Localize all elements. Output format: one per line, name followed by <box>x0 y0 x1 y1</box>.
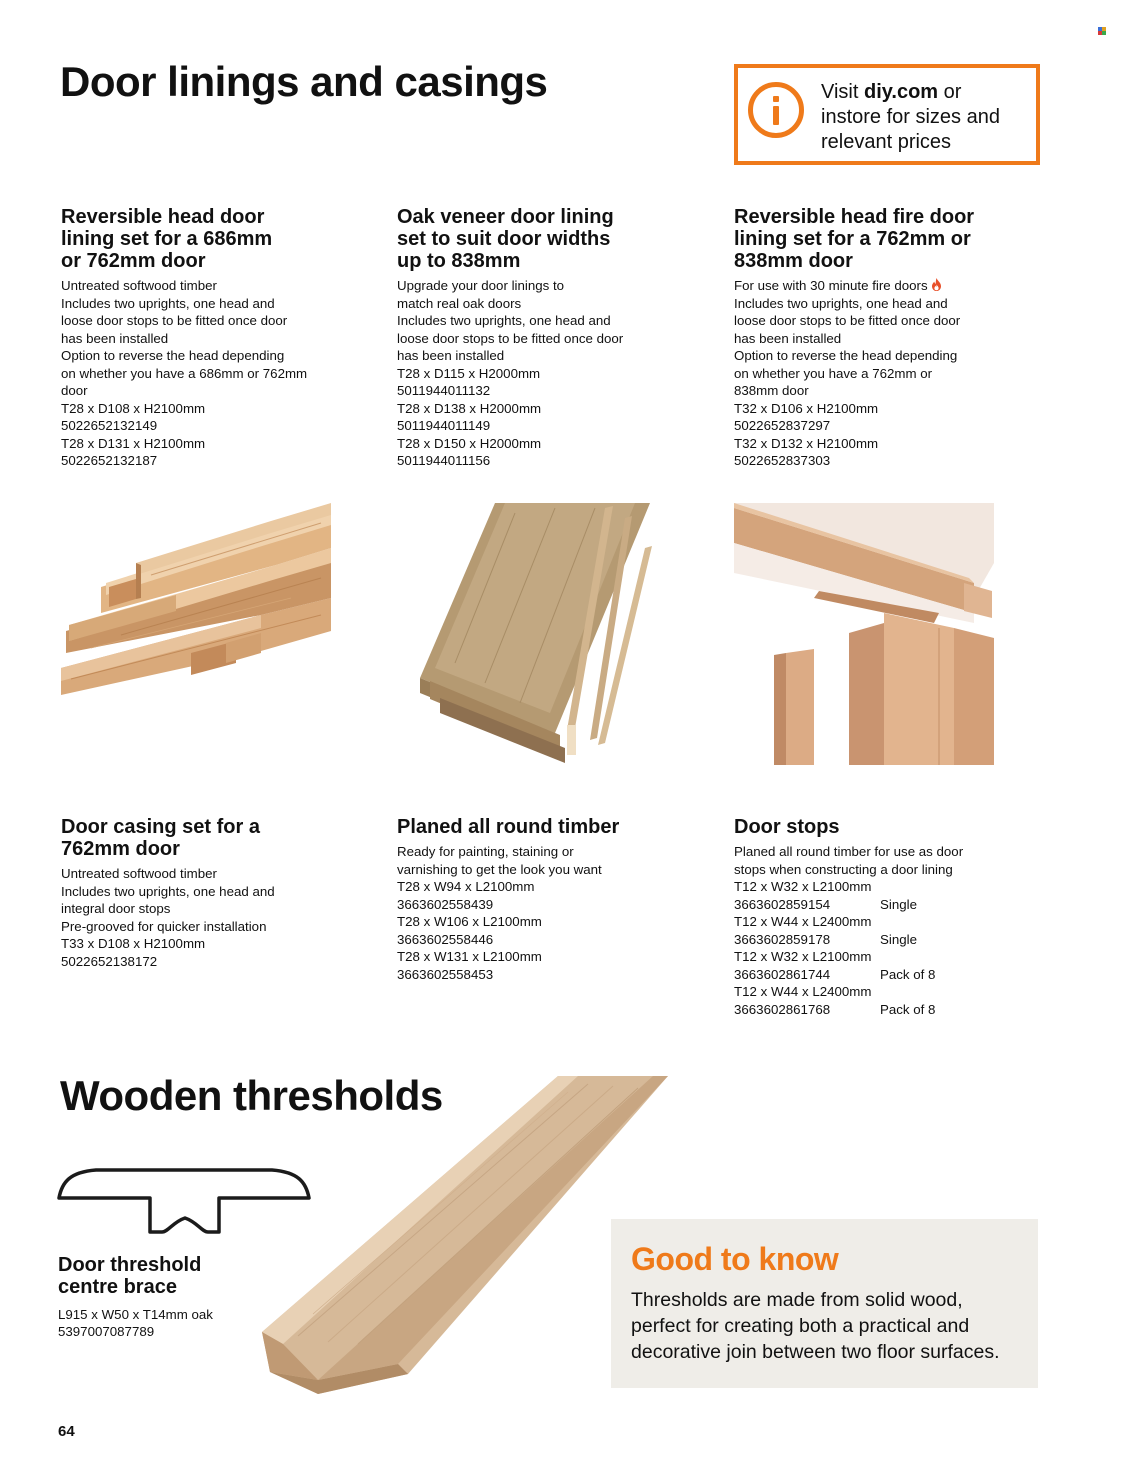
threshold-title: Door threshold centre brace <box>58 1254 202 1298</box>
softwood-lining-image <box>61 503 331 695</box>
product-title: Door stops <box>734 816 840 838</box>
product-reversible-head-lining <box>61 206 361 470</box>
info-box <box>734 64 1040 165</box>
product-door-casing-set <box>61 816 361 970</box>
info-icon <box>748 82 804 138</box>
page-number: 64 <box>58 1423 75 1440</box>
brand-mark-icon <box>1098 27 1106 35</box>
product-details: Planed all round timber for use as door stops when constructing a door lining T12 x W32 x L2100mm 3663602859154 Single T12 x W44 x L2400mm 3663602859178 Single T12 x W32 x L2100mm 3663602861744 Pack of 8 T12 x W44 x L2400mm 3663602861768 Pack of 8 <box>734 843 1034 1018</box>
good-to-know-box <box>611 1219 1038 1388</box>
product-title: Planed all round timber <box>397 816 620 838</box>
product-details: For use with 30 minute fire doors Includes two uprights, one head and loose door stops to be fitted once door has been installed Option to reverse the head depending on whether you have a 762mm or 838mm door T32 x D106 x H2100mm 5022652837297 T32 x D132 x H2100mm 5022652837303 <box>734 277 1034 470</box>
good-to-know-body: Thresholds are made from solid wood, perfect for creating both a practical and decorative join between two floor surfaces. <box>631 1289 1000 1363</box>
info-line3: relevant prices <box>821 131 952 153</box>
door-stop-option: 3663602859154 Single <box>734 896 917 912</box>
diy-link[interactable]: diy.com <box>863 81 939 103</box>
oak-veneer-image <box>415 503 655 765</box>
door-stop-option: 3663602861744 Pack of 8 <box>734 966 936 982</box>
fire-rating-line: For use with 30 minute fire doors <box>734 277 1034 295</box>
fire-door-lining-image <box>734 503 994 765</box>
product-title: Reversible head door lining set for a 686mm or 762mm door <box>61 206 273 272</box>
product-title: Oak veneer door lining set to suit door widths up to 838mm <box>397 206 614 272</box>
info-text <box>821 80 1036 155</box>
product-oak-veneer-lining <box>397 206 697 470</box>
product-title: Reversible head fire door lining set for a 762mm or 838mm door <box>734 206 975 272</box>
product-details: Untreated softwood timber Includes two uprights, one head and integral door stops Pre-grooved for quicker installation T33 x D108 x H2100mm 5022652138172 <box>61 866 275 969</box>
info-line2: instore for sizes and <box>821 106 1000 128</box>
threshold-details: L915 x W50 x T14mm oak 5397007087789 <box>58 1307 213 1339</box>
good-to-know-title: Good to know <box>631 1241 839 1277</box>
info-line1-prefix: Visit <box>821 81 864 103</box>
product-details: Untreated softwood timber Includes two uprights, one head and loose door stops to be fitted once door has been installed Option to reverse the head depending on whether you have a 686mm or 762mm door T28 x D108 x H2100mm 5022652132149 T28 x D131 x H2100mm 5022652132187 <box>61 278 308 468</box>
product-planed-timber <box>397 816 697 983</box>
info-line1-suffix: or <box>938 81 962 103</box>
door-stop-option: 3663602861768 Pack of 8 <box>734 1001 936 1017</box>
threshold-image <box>258 1074 670 1394</box>
page-title: Door linings and casings <box>60 58 548 105</box>
door-stop-option: 3663602859178 Single <box>734 931 917 947</box>
section-title: Wooden thresholds <box>60 1072 443 1119</box>
product-door-stops <box>734 816 1034 1018</box>
product-details: Upgrade your door linings to match real oak doors Includes two uprights, one head and loose door stops to be fitted once door has been installed T28 x D115 x H2000mm 5011944011132 T28 x D138 x H2000mm 5011944011149 T28 x D150 x H2000mm 5011944011156 <box>397 278 624 468</box>
flame-icon <box>931 278 942 291</box>
product-title: Door casing set for a 762mm door <box>61 816 260 860</box>
product-details: Ready for painting, staining or varnishing to get the look you want T28 x W94 x L2100mm 3663602558439 T28 x W106 x L2100mm 3663602558446 T28 x W131 x L2100mm 3663602558453 <box>397 844 602 982</box>
product-fire-door-lining <box>734 206 1034 470</box>
